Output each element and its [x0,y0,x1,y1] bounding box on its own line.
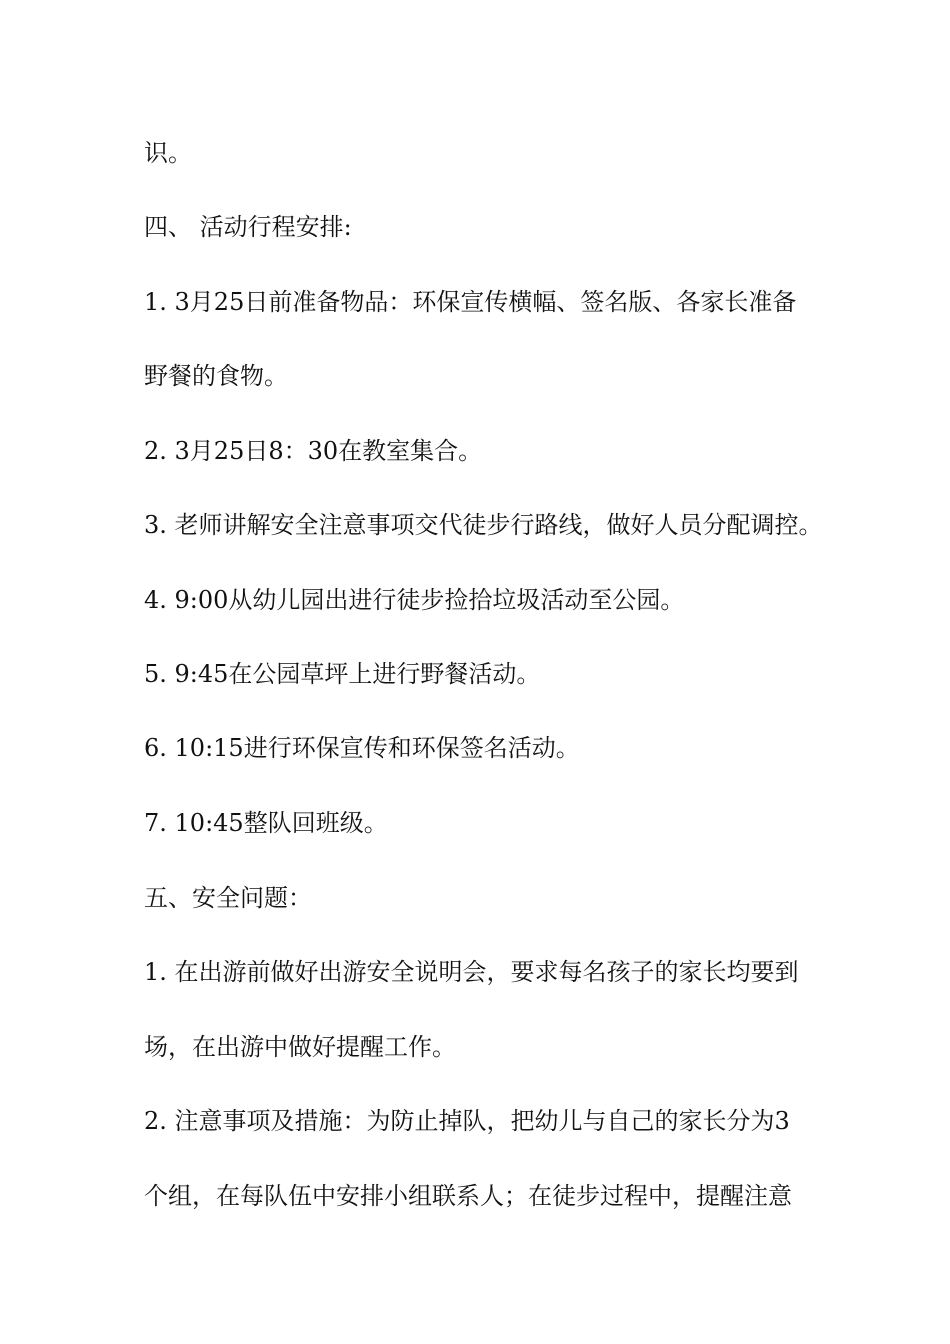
schedule-item-4: 4. 9:00从幼儿园出进行徒步捡拾垃圾活动至公园。 [144,586,685,614]
schedule-item-3: 3. 老师讲解安全注意事项交代徒步行路线，做好人员分配调控。 [144,511,823,539]
safety-item-1: 1. 在出游前做好出游安全说明会，要求每名孩子的家长均要到 [144,958,799,986]
text-line-continuation: 识。 [144,139,192,167]
schedule-item-1: 1. 3月25日前准备物品：环保宣传横幅、签名版、各家长准备 [144,288,797,316]
schedule-item-2: 2. 3月25日8：30在教室集合。 [144,437,483,465]
section-heading-schedule: 四、 活动行程安排: [144,213,352,241]
section-heading-safety: 五、安全问题： [144,884,312,912]
safety-item-2-continued: 个组，在每队伍中安排小组联系人；在徒步过程中，提醒注意 [144,1182,792,1210]
schedule-item-1-continued: 野餐的食物。 [144,362,288,390]
schedule-item-5: 5. 9:45在公园草坪上进行野餐活动。 [144,660,541,688]
schedule-item-6: 6. 10:15进行环保宣传和环保签名活动。 [144,734,580,762]
safety-item-2: 2. 注意事项及措施：为防止掉队，把幼儿与自己的家长分为3 [144,1107,790,1135]
schedule-item-7: 7. 10:45整队回班级。 [144,809,388,837]
safety-item-1-continued: 场，在出游中做好提醒工作。 [144,1033,456,1061]
